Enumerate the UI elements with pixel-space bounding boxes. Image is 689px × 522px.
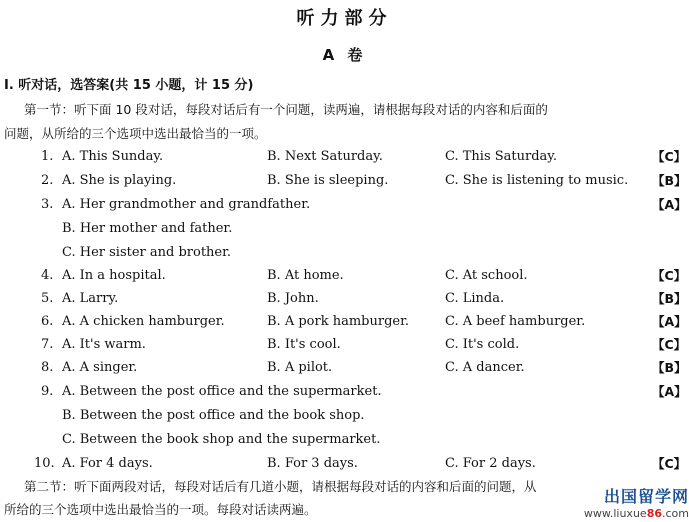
option-b: B. Between the post office and the book shop.: [62, 408, 365, 423]
option-a: A. In a hospital.: [62, 268, 166, 283]
question-row: [0, 289, 689, 309]
option-b: B. Her mother and father.: [62, 221, 233, 236]
question-number: 10.: [34, 456, 55, 471]
part2-instruction-line2: 所给的三个选项中选出最恰当的一项。每段对话读两遍。: [4, 502, 317, 517]
question-row: [0, 335, 689, 355]
question-row: [0, 195, 689, 215]
option-a: A. This Sunday.: [62, 149, 164, 164]
question-row: [0, 171, 689, 191]
question-number: 4.: [41, 268, 54, 283]
option-b: B. Next Saturday.: [267, 149, 383, 164]
answer-key: 【B】: [652, 360, 687, 375]
option-c: C. At school.: [445, 268, 528, 283]
answer-key: 【C】: [652, 149, 687, 164]
option-a: A. A singer.: [62, 360, 138, 375]
option-c: C. She is listening to music.: [445, 173, 629, 188]
option-c: C. A dancer.: [445, 360, 525, 375]
option-b: B. At home.: [267, 268, 344, 283]
question-row-continued: [0, 406, 689, 426]
question-number: 7.: [41, 337, 54, 352]
question-number: 2.: [41, 173, 54, 188]
option-a: A. A chicken hamburger.: [62, 314, 225, 329]
question-number: 8.: [41, 360, 54, 375]
part1-instruction-line1: 第一节：听下面 10 段对话，每段对话后有一个问题，读两遍，请根据每段对话的内容和后面的: [24, 102, 548, 117]
question-row: [0, 266, 689, 286]
question-row: [0, 382, 689, 402]
option-c: C. This Saturday.: [445, 149, 558, 164]
question-number: 9.: [41, 384, 54, 399]
option-c: C. Her sister and brother.: [62, 245, 232, 260]
watermark-url-prefix: www.liuxue: [583, 507, 647, 520]
question-row: [0, 454, 689, 474]
page-title: 听力部分: [296, 8, 393, 29]
watermark-url: [540, 507, 689, 520]
option-c: C. Between the book shop and the supermarket.: [62, 432, 381, 447]
option-b: B. John.: [267, 291, 319, 306]
answer-key: 【C】: [652, 268, 687, 283]
option-a: A. Larry.: [62, 291, 119, 306]
option-b: B. A pork hamburger.: [267, 314, 410, 329]
question-number: 5.: [41, 291, 54, 306]
option-c: C. For 2 days.: [445, 456, 536, 471]
option-b: B. A pilot.: [267, 360, 333, 375]
question-row-continued: [0, 430, 689, 450]
part1-instruction-line2: 问题，从所给的三个选项中选出最恰当的一项。: [4, 126, 267, 141]
question-row: [0, 147, 689, 167]
answer-key: 【A】: [652, 314, 687, 329]
question-row-continued: [0, 219, 689, 239]
option-a: A. For 4 days.: [62, 456, 153, 471]
section-heading: Ⅰ. 听对话，选答案(共 15 小题，计 15 分): [4, 78, 254, 93]
option-a: A. She is playing.: [62, 173, 177, 188]
question-number: 3.: [41, 197, 54, 212]
question-row: [0, 358, 689, 378]
option-c: C. Linda.: [445, 291, 505, 306]
answer-key: 【C】: [652, 337, 687, 352]
answer-key: 【C】: [652, 456, 687, 471]
part2-instruction-line1: 第二节：听下面两段对话，每段对话后有几道小题，请根据每段对话的内容和后面的问题，从: [24, 479, 537, 494]
option-b: B. For 3 days.: [267, 456, 358, 471]
answer-key: 【B】: [652, 291, 687, 306]
watermark-url-highlight: 86: [646, 507, 662, 520]
answer-key: 【A】: [652, 384, 687, 399]
option-b: B. It's cool.: [267, 337, 341, 352]
answer-key: 【A】: [652, 197, 687, 212]
option-c: C. A beef hamburger.: [445, 314, 586, 329]
option-c: C. It's cold.: [445, 337, 520, 352]
option-b: B. She is sleeping.: [267, 173, 389, 188]
option-a: A. It's warm.: [62, 337, 146, 352]
question-row: [0, 312, 689, 332]
question-number: 6.: [41, 314, 54, 329]
question-row-continued: [0, 243, 689, 263]
watermark-url-suffix: .com: [662, 507, 689, 520]
site-watermark: [540, 484, 689, 522]
watermark-site-name: 出国留学网: [603, 487, 689, 506]
option-a: A. Her grandmother and grandfather.: [62, 197, 311, 212]
question-number: 1.: [41, 149, 54, 164]
option-a: A. Between the post office and the supermarket.: [62, 384, 382, 399]
answer-key: 【B】: [652, 173, 687, 188]
paper-subtitle: A 卷: [322, 46, 367, 64]
